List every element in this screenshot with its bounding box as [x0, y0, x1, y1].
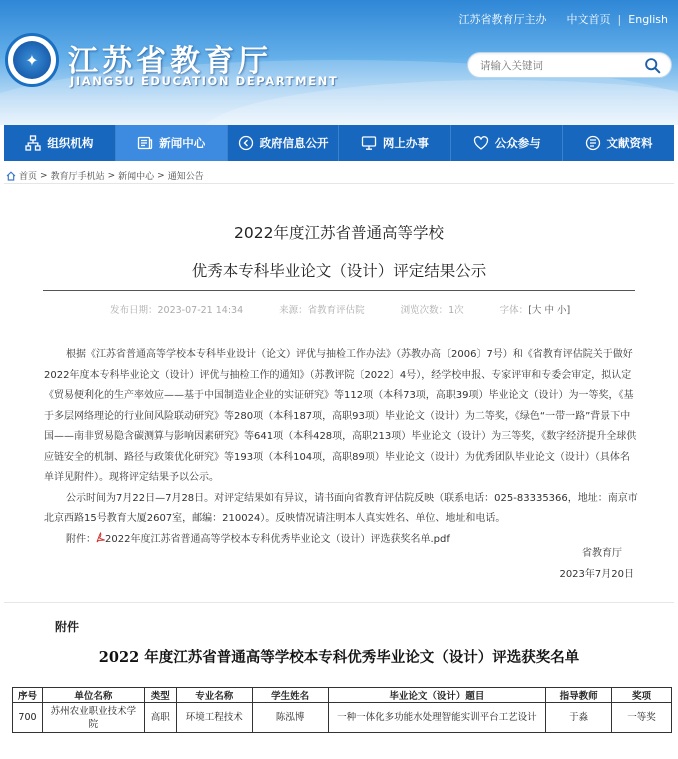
- table-cell: 高职: [144, 703, 176, 733]
- nav-label: 文献资料: [606, 136, 653, 150]
- award-list-title: 2022 年度江苏省普通高等学校本专科优秀毕业论文（设计）评选获奖名单: [98, 649, 580, 666]
- font-size-large[interactable]: 大: [531, 305, 542, 316]
- column-header: 单位名称: [42, 688, 144, 703]
- english-link[interactable]: English: [628, 12, 668, 26]
- article-title-line1: 2022年度江苏省普通高等学校: [234, 224, 444, 242]
- publish-date: 发布日期：2023-07-21 14:34: [110, 305, 244, 316]
- breadcrumb-separator: >: [107, 170, 116, 181]
- chinese-home-link[interactable]: 中文首页: [566, 13, 611, 26]
- nav-label: 新闻中心: [159, 136, 206, 150]
- sign-date: 2023年7月20日: [559, 569, 634, 580]
- column-header: 指导教师: [546, 688, 612, 703]
- search-box: [467, 52, 672, 78]
- article-meta: [110, 302, 570, 316]
- attachment-file-link[interactable]: 2022年度江苏省普通高等学校本专科优秀毕业论文（设计）评选获奖名单.pdf: [105, 533, 450, 545]
- nav-item-organization[interactable]: [4, 125, 116, 161]
- nav-label: 公众参与: [494, 136, 541, 150]
- monitor-icon: [361, 135, 377, 151]
- site-header: [0, 0, 678, 125]
- column-header: 学生姓名: [252, 688, 328, 703]
- table-cell: 700: [13, 703, 43, 733]
- logo-emblem-icon: ✦: [13, 41, 51, 79]
- main-nav: [4, 125, 674, 161]
- column-header: 毕业论文（设计）题目: [328, 688, 546, 703]
- view-count: 浏览次数：1次: [400, 305, 464, 316]
- column-header: 类型: [144, 688, 176, 703]
- breadcrumb-separator: >: [40, 170, 48, 181]
- top-links: [459, 11, 668, 27]
- breadcrumb-notices[interactable]: 通知公告: [167, 172, 204, 182]
- search-input[interactable]: [480, 57, 640, 74]
- breadcrumb-news-center[interactable]: 新闻中心: [118, 172, 155, 182]
- font-size-small[interactable]: 小: [557, 305, 567, 316]
- table-cell: 一种一体化多功能水处理智能实训平台工艺设计: [328, 703, 546, 733]
- nav-label: 政府信息公开: [259, 136, 329, 150]
- breadcrumb-home[interactable]: 首页: [19, 172, 38, 182]
- nav-label: 组织机构: [47, 136, 94, 150]
- table-header-row: [13, 688, 672, 703]
- signature: 省教育厅: [582, 548, 622, 559]
- title-divider: [43, 290, 635, 291]
- attachment-heading: 附件: [55, 620, 80, 634]
- table-cell: 一等奖: [612, 703, 672, 733]
- article-title-line2: 优秀本专科毕业论文（设计）评定结果公示: [191, 262, 487, 280]
- table-cell: 于淼: [546, 703, 612, 733]
- body-paragraph: 公示时间为7月22日—7月28日。对评定结果如有异议，请书面向省教育评估院反映（联系电话：025-83335366，地址：南京市北京西路15号教育大厦2607室，邮编：210024）。反映情况请注明本人真实姓名、单位、地址和电话。: [44, 492, 638, 524]
- breadcrumb-mobile-site[interactable]: 教育厅手机站: [50, 172, 105, 182]
- article-source: 来源：省教育评估院: [279, 305, 365, 316]
- table-row: [13, 703, 672, 733]
- nav-item-online-service[interactable]: [339, 125, 451, 161]
- nav-item-documents[interactable]: [563, 125, 674, 161]
- table-cell: 陈泓博: [252, 703, 328, 733]
- award-table: [12, 687, 672, 733]
- host-label: 江苏省教育厅主办: [458, 13, 547, 26]
- site-title: 江苏省教育厅: [68, 44, 272, 79]
- breadcrumb-separator: >: [157, 170, 165, 181]
- column-header: 奖项: [612, 688, 672, 703]
- table-cell: 苏州农业职业技术学院: [42, 703, 144, 733]
- body-paragraph: 根据《江苏省普通高等学校本专科毕业设计（论文）评优与抽检工作办法》（苏教办高〔2006〕7号）和《省教育评估院关于做好2022年度本专科毕业论文（设计）评优与抽检工作的通知》（苏教评院〔2022〕4号），经学校申报、专家评审和专委会审定，拟认定《贸易便利化的生产率效应——基于中国制造业企业的实证研究》等112项（本科73项，高职39项）毕业论文（设计）为一等奖，《基于多层网络理论的行业间风险联动研究》等280项（本科187项，高职93项）毕业论文（设计）为二等奖，《绿色“一带一路”背景下中国——南非贸易隐含碳测算与影响因素研究》等641项（本科428项，高职213项）毕业论文（设计）为三等奖，《数字经济提升全球供应链安全的机制、路径与政策优化研究》等193项（本科104项，高职89项）毕业论文（设计）为优秀团队毕业论文（设计）（具体名单详见附件）。现将评定结果予以公示。: [44, 349, 637, 483]
- nav-item-gov-info[interactable]: [228, 125, 340, 161]
- home-icon: [6, 171, 16, 181]
- pdf-icon: [96, 532, 105, 543]
- department-logo[interactable]: [5, 33, 59, 87]
- heart-icon: [473, 135, 489, 151]
- attachment-line: [44, 530, 638, 551]
- nav-item-public-participation[interactable]: [451, 125, 563, 161]
- org-chart-icon: [25, 135, 41, 151]
- attachment-label: 附件：: [66, 533, 96, 545]
- column-header: 专业名称: [176, 688, 252, 703]
- table-cell: 环境工程技术: [176, 703, 252, 733]
- font-size-switch: 字体：[大 中 小]: [499, 305, 571, 316]
- nav-label: 网上办事: [382, 136, 429, 150]
- column-header: 序号: [13, 688, 43, 703]
- article-body: [44, 345, 638, 550]
- font-size-medium[interactable]: 中: [544, 305, 554, 316]
- breadcrumb: [6, 169, 204, 182]
- link-separator: |: [617, 12, 622, 26]
- site-subtitle: JIANGSU EDUCATION DEPARTMENT: [70, 74, 339, 88]
- target-icon: [238, 135, 254, 151]
- font-size-label: 字体：: [499, 305, 529, 316]
- search-icon[interactable]: [644, 57, 661, 74]
- nav-item-news[interactable]: [116, 125, 228, 161]
- news-icon: [137, 135, 153, 151]
- book-icon: [585, 135, 601, 151]
